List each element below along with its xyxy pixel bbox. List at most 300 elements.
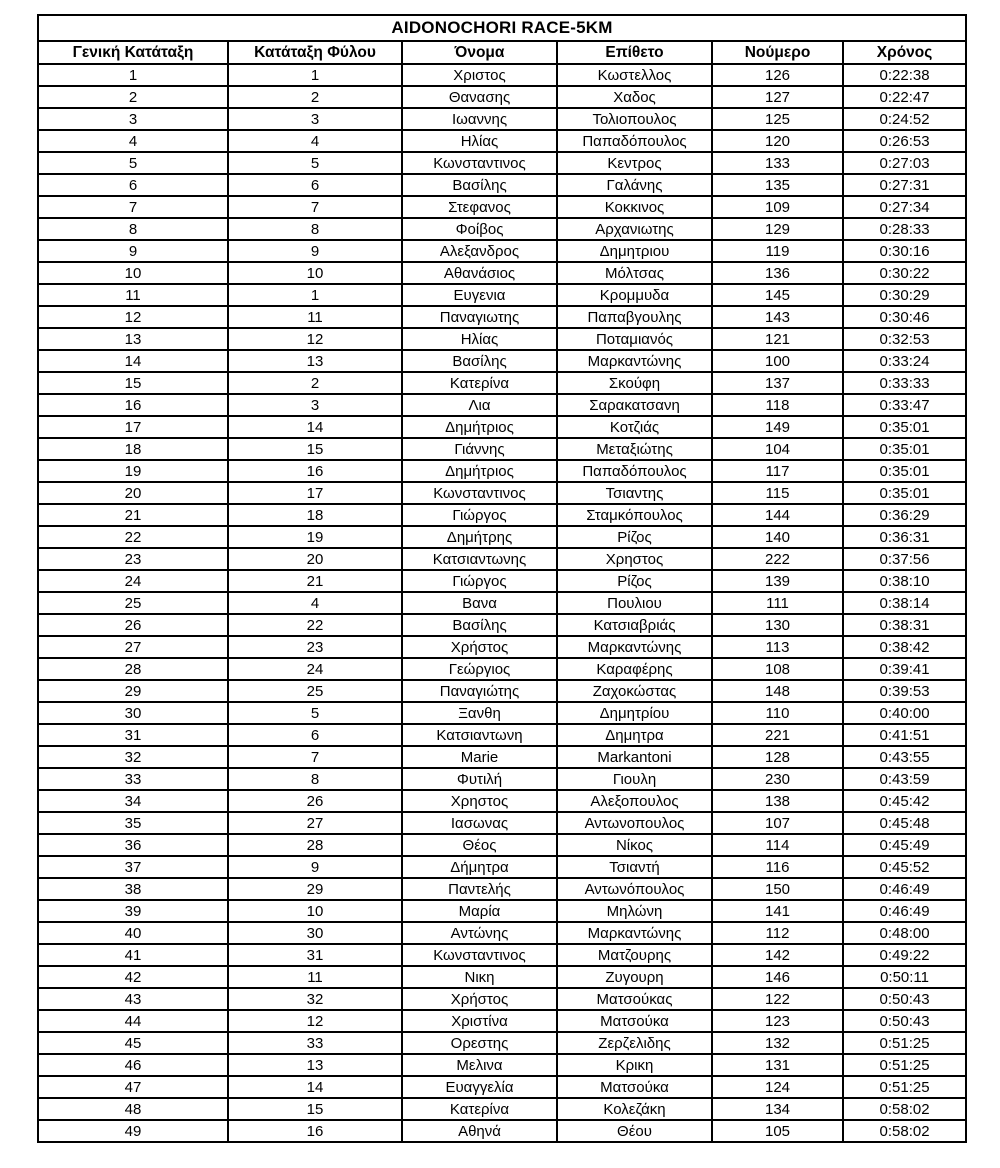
table-cell: Θανασης xyxy=(402,86,557,108)
table-cell: Δημήτρης xyxy=(402,526,557,548)
table-row xyxy=(38,350,966,372)
table-row xyxy=(38,262,966,284)
table-cell: 0:48:00 xyxy=(843,922,966,944)
table-cell: Σταμκόπουλος xyxy=(557,504,712,526)
table-cell: 14 xyxy=(228,416,402,438)
table-cell: Αθηνά xyxy=(402,1120,557,1142)
table-cell: 31 xyxy=(38,724,228,746)
race-results-table xyxy=(37,14,967,1143)
table-cell: Χρηστος xyxy=(557,548,712,570)
table-cell: 19 xyxy=(38,460,228,482)
column-header: Νούμερο xyxy=(712,41,843,64)
table-cell: 0:45:52 xyxy=(843,856,966,878)
table-row xyxy=(38,680,966,702)
table-row xyxy=(38,86,966,108)
table-cell: 13 xyxy=(228,1054,402,1076)
table-cell: 0:30:29 xyxy=(843,284,966,306)
table-cell: 143 xyxy=(712,306,843,328)
table-cell: 44 xyxy=(38,1010,228,1032)
table-cell: 132 xyxy=(712,1032,843,1054)
table-cell: Ξανθη xyxy=(402,702,557,724)
table-cell: Θέος xyxy=(402,834,557,856)
table-cell: 110 xyxy=(712,702,843,724)
table-cell: 46 xyxy=(38,1054,228,1076)
table-cell: 2 xyxy=(228,372,402,394)
table-cell: Κοτζιάς xyxy=(557,416,712,438)
table-cell: Τσιαντή xyxy=(557,856,712,878)
table-cell: 8 xyxy=(38,218,228,240)
table-row xyxy=(38,878,966,900)
table-cell: 126 xyxy=(712,64,843,86)
table-cell: 117 xyxy=(712,460,843,482)
table-row xyxy=(38,482,966,504)
table-cell: 0:58:02 xyxy=(843,1120,966,1142)
table-cell: 5 xyxy=(228,152,402,174)
table-cell: Ποταμιανός xyxy=(557,328,712,350)
table-cell: Αλεξανδρος xyxy=(402,240,557,262)
table-cell: 115 xyxy=(712,482,843,504)
table-cell: 0:43:59 xyxy=(843,768,966,790)
table-row xyxy=(38,196,966,218)
table-cell: Δημήτριος xyxy=(402,460,557,482)
table-row xyxy=(38,944,966,966)
table-cell: Κρομμυδα xyxy=(557,284,712,306)
table-cell: 6 xyxy=(228,724,402,746)
table-cell: 2 xyxy=(38,86,228,108)
table-cell: Σαρακατσανη xyxy=(557,394,712,416)
table-cell: 0:39:53 xyxy=(843,680,966,702)
table-cell: Νικη xyxy=(402,966,557,988)
table-cell: 37 xyxy=(38,856,228,878)
table-cell: 0:40:00 xyxy=(843,702,966,724)
table-cell: 0:45:49 xyxy=(843,834,966,856)
table-cell: Ηλίας xyxy=(402,130,557,152)
table-cell: 33 xyxy=(38,768,228,790)
table-cell: 4 xyxy=(228,592,402,614)
table-cell: 141 xyxy=(712,900,843,922)
table-cell: 0:36:31 xyxy=(843,526,966,548)
table-cell: 134 xyxy=(712,1098,843,1120)
table-cell: Κοκκινος xyxy=(557,196,712,218)
table-cell: 30 xyxy=(38,702,228,724)
table-cell: 148 xyxy=(712,680,843,702)
table-cell: 150 xyxy=(712,878,843,900)
table-cell: 28 xyxy=(38,658,228,680)
table-cell: 116 xyxy=(712,856,843,878)
table-cell: 135 xyxy=(712,174,843,196)
table-cell: Τολιοπουλος xyxy=(557,108,712,130)
table-cell: Ματσούκας xyxy=(557,988,712,1010)
table-cell: 3 xyxy=(228,394,402,416)
table-cell: 1 xyxy=(38,64,228,86)
table-cell: Βανα xyxy=(402,592,557,614)
table-cell: 4 xyxy=(38,130,228,152)
table-cell: Γαλάνης xyxy=(557,174,712,196)
table-cell: 2 xyxy=(228,86,402,108)
table-cell: Δήμητρα xyxy=(402,856,557,878)
table-row xyxy=(38,1076,966,1098)
table-cell: Παπαδόπουλος xyxy=(557,460,712,482)
table-cell: 5 xyxy=(228,702,402,724)
table-cell: 12 xyxy=(228,328,402,350)
table-row xyxy=(38,834,966,856)
table-cell: Marie xyxy=(402,746,557,768)
table-cell: 0:35:01 xyxy=(843,482,966,504)
table-cell: 0:33:24 xyxy=(843,350,966,372)
table-row xyxy=(38,1010,966,1032)
table-cell: 9 xyxy=(228,240,402,262)
table-cell: 118 xyxy=(712,394,843,416)
table-cell: 11 xyxy=(228,966,402,988)
table-row xyxy=(38,966,966,988)
table-cell: 31 xyxy=(228,944,402,966)
table-cell: 146 xyxy=(712,966,843,988)
table-cell: Παναγιώτης xyxy=(402,680,557,702)
column-header: Χρόνος xyxy=(843,41,966,64)
table-cell: 0:45:42 xyxy=(843,790,966,812)
table-row xyxy=(38,856,966,878)
table-row xyxy=(38,1032,966,1054)
table-cell: 25 xyxy=(38,592,228,614)
table-cell: Καραφέρης xyxy=(557,658,712,680)
table-cell: Κωνσταντινος xyxy=(402,482,557,504)
table-cell: Γιουλη xyxy=(557,768,712,790)
table-cell: 144 xyxy=(712,504,843,526)
table-cell: 0:26:53 xyxy=(843,130,966,152)
table-cell: Ματσούκα xyxy=(557,1076,712,1098)
table-cell: 0:39:41 xyxy=(843,658,966,680)
table-cell: Μηλώνη xyxy=(557,900,712,922)
table-row xyxy=(38,372,966,394)
results-body xyxy=(38,64,966,1142)
table-row xyxy=(38,306,966,328)
table-cell: 4 xyxy=(228,130,402,152)
table-cell: 27 xyxy=(38,636,228,658)
table-cell: Βασίλης xyxy=(402,174,557,196)
table-cell: 105 xyxy=(712,1120,843,1142)
table-cell: Παντελής xyxy=(402,878,557,900)
table-cell: Δημητρίου xyxy=(557,702,712,724)
table-cell: 0:35:01 xyxy=(843,416,966,438)
table-cell: Μαρκαντώνης xyxy=(557,636,712,658)
table-row xyxy=(38,592,966,614)
table-cell: Γιάννης xyxy=(402,438,557,460)
table-cell: 0:32:53 xyxy=(843,328,966,350)
table-row xyxy=(38,900,966,922)
table-cell: Κατερίνα xyxy=(402,1098,557,1120)
table-row xyxy=(38,1098,966,1120)
table-row xyxy=(38,394,966,416)
table-cell: 0:38:31 xyxy=(843,614,966,636)
table-cell: Χρήστος xyxy=(402,988,557,1010)
table-row xyxy=(38,702,966,724)
table-cell: Βασίλης xyxy=(402,614,557,636)
table-row xyxy=(38,658,966,680)
table-cell: 0:51:25 xyxy=(843,1054,966,1076)
table-row xyxy=(38,1054,966,1076)
table-cell: 23 xyxy=(38,548,228,570)
table-cell: 8 xyxy=(228,768,402,790)
table-cell: 15 xyxy=(228,1098,402,1120)
table-row xyxy=(38,570,966,592)
table-cell: Γεώργιος xyxy=(402,658,557,680)
table-cell: 32 xyxy=(228,988,402,1010)
table-cell: 7 xyxy=(228,746,402,768)
table-cell: 111 xyxy=(712,592,843,614)
table-cell: 0:35:01 xyxy=(843,438,966,460)
table-cell: 16 xyxy=(38,394,228,416)
table-cell: Αντωνόπουλος xyxy=(557,878,712,900)
table-cell: 48 xyxy=(38,1098,228,1120)
table-cell: 9 xyxy=(38,240,228,262)
table-cell: 0:33:33 xyxy=(843,372,966,394)
table-cell: 0:49:22 xyxy=(843,944,966,966)
table-cell: 0:30:16 xyxy=(843,240,966,262)
table-cell: 130 xyxy=(712,614,843,636)
header-row xyxy=(38,41,966,64)
table-row xyxy=(38,504,966,526)
table-cell: Λια xyxy=(402,394,557,416)
table-cell: 35 xyxy=(38,812,228,834)
table-cell: Ηλίας xyxy=(402,328,557,350)
table-cell: 5 xyxy=(38,152,228,174)
table-cell: 45 xyxy=(38,1032,228,1054)
table-cell: 9 xyxy=(228,856,402,878)
table-cell: 21 xyxy=(38,504,228,526)
table-cell: Παναγιωτης xyxy=(402,306,557,328)
table-cell: 19 xyxy=(228,526,402,548)
table-cell: 30 xyxy=(228,922,402,944)
table-cell: 3 xyxy=(228,108,402,130)
table-cell: Δημητρα xyxy=(557,724,712,746)
table-row xyxy=(38,812,966,834)
table-cell: Ματσούκα xyxy=(557,1010,712,1032)
table-cell: 32 xyxy=(38,746,228,768)
table-cell: 0:38:14 xyxy=(843,592,966,614)
table-cell: 18 xyxy=(228,504,402,526)
table-cell: 0:30:22 xyxy=(843,262,966,284)
title-row xyxy=(38,15,966,41)
table-cell: 33 xyxy=(228,1032,402,1054)
table-cell: 0:50:11 xyxy=(843,966,966,988)
table-cell: Markantoni xyxy=(557,746,712,768)
table-cell: 49 xyxy=(38,1120,228,1142)
table-cell: 24 xyxy=(38,570,228,592)
table-cell: 18 xyxy=(38,438,228,460)
table-cell: 0:45:48 xyxy=(843,812,966,834)
table-cell: 0:27:03 xyxy=(843,152,966,174)
table-cell: Ματζουρης xyxy=(557,944,712,966)
table-cell: 120 xyxy=(712,130,843,152)
table-cell: 17 xyxy=(38,416,228,438)
table-cell: 22 xyxy=(228,614,402,636)
table-cell: 21 xyxy=(228,570,402,592)
table-cell: 149 xyxy=(712,416,843,438)
table-cell: 0:22:47 xyxy=(843,86,966,108)
table-cell: 128 xyxy=(712,746,843,768)
table-cell: 114 xyxy=(712,834,843,856)
table-cell: Φοίβος xyxy=(402,218,557,240)
table-cell: Στεφανος xyxy=(402,196,557,218)
table-cell: 14 xyxy=(228,1076,402,1098)
table-row xyxy=(38,636,966,658)
table-cell: Χρήστος xyxy=(402,636,557,658)
table-cell: Μαρκαντώνης xyxy=(557,350,712,372)
table-cell: 0:24:52 xyxy=(843,108,966,130)
table-cell: Ζυγουρη xyxy=(557,966,712,988)
table-cell: 0:43:55 xyxy=(843,746,966,768)
table-cell: 125 xyxy=(712,108,843,130)
table-cell: Ορεστης xyxy=(402,1032,557,1054)
table-cell: 0:30:46 xyxy=(843,306,966,328)
table-cell: 100 xyxy=(712,350,843,372)
table-cell: 145 xyxy=(712,284,843,306)
table-cell: 0:36:29 xyxy=(843,504,966,526)
table-cell: 129 xyxy=(712,218,843,240)
table-cell: Ιωαννης xyxy=(402,108,557,130)
table-cell: 38 xyxy=(38,878,228,900)
table-cell: 7 xyxy=(228,196,402,218)
table-cell: 138 xyxy=(712,790,843,812)
table-row xyxy=(38,284,966,306)
table-cell: 221 xyxy=(712,724,843,746)
table-cell: Μεταξιώτης xyxy=(557,438,712,460)
table-row xyxy=(38,416,966,438)
table-cell: 17 xyxy=(228,482,402,504)
table-cell: 140 xyxy=(712,526,843,548)
table-row xyxy=(38,724,966,746)
table-cell: 25 xyxy=(228,680,402,702)
table-cell: 20 xyxy=(228,548,402,570)
table-cell: 139 xyxy=(712,570,843,592)
column-header: Επίθετο xyxy=(557,41,712,64)
table-cell: Δημήτριος xyxy=(402,416,557,438)
table-cell: 112 xyxy=(712,922,843,944)
table-row xyxy=(38,64,966,86)
table-cell: Αθανάσιος xyxy=(402,262,557,284)
table-cell: 15 xyxy=(38,372,228,394)
table-cell: 34 xyxy=(38,790,228,812)
table-cell: 0:46:49 xyxy=(843,900,966,922)
table-cell: 0:22:38 xyxy=(843,64,966,86)
table-cell: 119 xyxy=(712,240,843,262)
table-cell: 133 xyxy=(712,152,843,174)
table-cell: Χριστος xyxy=(402,64,557,86)
table-cell: Μαρκαντώνης xyxy=(557,922,712,944)
table-cell: 23 xyxy=(228,636,402,658)
table-cell: 123 xyxy=(712,1010,843,1032)
table-cell: 0:28:33 xyxy=(843,218,966,240)
table-cell: Κατερίνα xyxy=(402,372,557,394)
table-cell: 28 xyxy=(228,834,402,856)
table-cell: 22 xyxy=(38,526,228,548)
table-cell: 11 xyxy=(228,306,402,328)
table-cell: 20 xyxy=(38,482,228,504)
table-row xyxy=(38,438,966,460)
table-cell: Κατσιαντωνη xyxy=(402,724,557,746)
table-cell: Ευαγγελία xyxy=(402,1076,557,1098)
table-row xyxy=(38,768,966,790)
column-header: Κατάταξη Φύλου xyxy=(228,41,402,64)
table-cell: 27 xyxy=(228,812,402,834)
table-cell: 131 xyxy=(712,1054,843,1076)
table-cell: 13 xyxy=(228,350,402,372)
table-cell: 24 xyxy=(228,658,402,680)
table-cell: 0:51:25 xyxy=(843,1032,966,1054)
table-cell: 15 xyxy=(228,438,402,460)
table-row xyxy=(38,548,966,570)
table-cell: 14 xyxy=(38,350,228,372)
table-cell: Ιασωνας xyxy=(402,812,557,834)
table-cell: Κατσιαβριάς xyxy=(557,614,712,636)
table-cell: 136 xyxy=(712,262,843,284)
table-cell: 104 xyxy=(712,438,843,460)
table-cell: Ζερζελιδης xyxy=(557,1032,712,1054)
table-cell: 0:35:01 xyxy=(843,460,966,482)
table-cell: Χαδος xyxy=(557,86,712,108)
table-cell: 122 xyxy=(712,988,843,1010)
table-cell: 26 xyxy=(228,790,402,812)
table-cell: Αρχανιωτης xyxy=(557,218,712,240)
table-cell: 39 xyxy=(38,900,228,922)
table-cell: 0:37:56 xyxy=(843,548,966,570)
table-cell: 10 xyxy=(228,900,402,922)
table-row xyxy=(38,1120,966,1142)
table-cell: 230 xyxy=(712,768,843,790)
table-cell: Παπαδόπουλος xyxy=(557,130,712,152)
table-cell: 16 xyxy=(228,1120,402,1142)
table-cell: Κωνσταντινος xyxy=(402,944,557,966)
table-cell: Θέου xyxy=(557,1120,712,1142)
table-cell: Αντώνης xyxy=(402,922,557,944)
table-cell: Βασίλης xyxy=(402,350,557,372)
table-row xyxy=(38,614,966,636)
table-row xyxy=(38,988,966,1010)
table-cell: 6 xyxy=(38,174,228,196)
table-cell: 109 xyxy=(712,196,843,218)
table-cell: Αλεξοπουλος xyxy=(557,790,712,812)
table-cell: 3 xyxy=(38,108,228,130)
table-cell: Γιώργος xyxy=(402,504,557,526)
table-cell: Αντωνοπουλος xyxy=(557,812,712,834)
table-cell: Κωνσταντινος xyxy=(402,152,557,174)
table-cell: 12 xyxy=(228,1010,402,1032)
table-cell: 8 xyxy=(228,218,402,240)
table-cell: 29 xyxy=(228,878,402,900)
table-cell: 113 xyxy=(712,636,843,658)
table-row xyxy=(38,108,966,130)
table-cell: Γιώργος xyxy=(402,570,557,592)
table-cell: 124 xyxy=(712,1076,843,1098)
table-cell: Κρικη xyxy=(557,1054,712,1076)
table-cell: Ζαχοκώστας xyxy=(557,680,712,702)
table-cell: Παπαβγουλης xyxy=(557,306,712,328)
table-row xyxy=(38,526,966,548)
table-cell: 107 xyxy=(712,812,843,834)
table-cell: 0:27:31 xyxy=(843,174,966,196)
table-row xyxy=(38,790,966,812)
table-cell: 0:58:02 xyxy=(843,1098,966,1120)
table-cell: 0:50:43 xyxy=(843,1010,966,1032)
table-cell: Κεντρος xyxy=(557,152,712,174)
table-cell: 137 xyxy=(712,372,843,394)
table-cell: 121 xyxy=(712,328,843,350)
table-row xyxy=(38,328,966,350)
table-cell: 10 xyxy=(38,262,228,284)
table-cell: 127 xyxy=(712,86,843,108)
table-cell: 0:27:34 xyxy=(843,196,966,218)
table-cell: Ρίζος xyxy=(557,526,712,548)
